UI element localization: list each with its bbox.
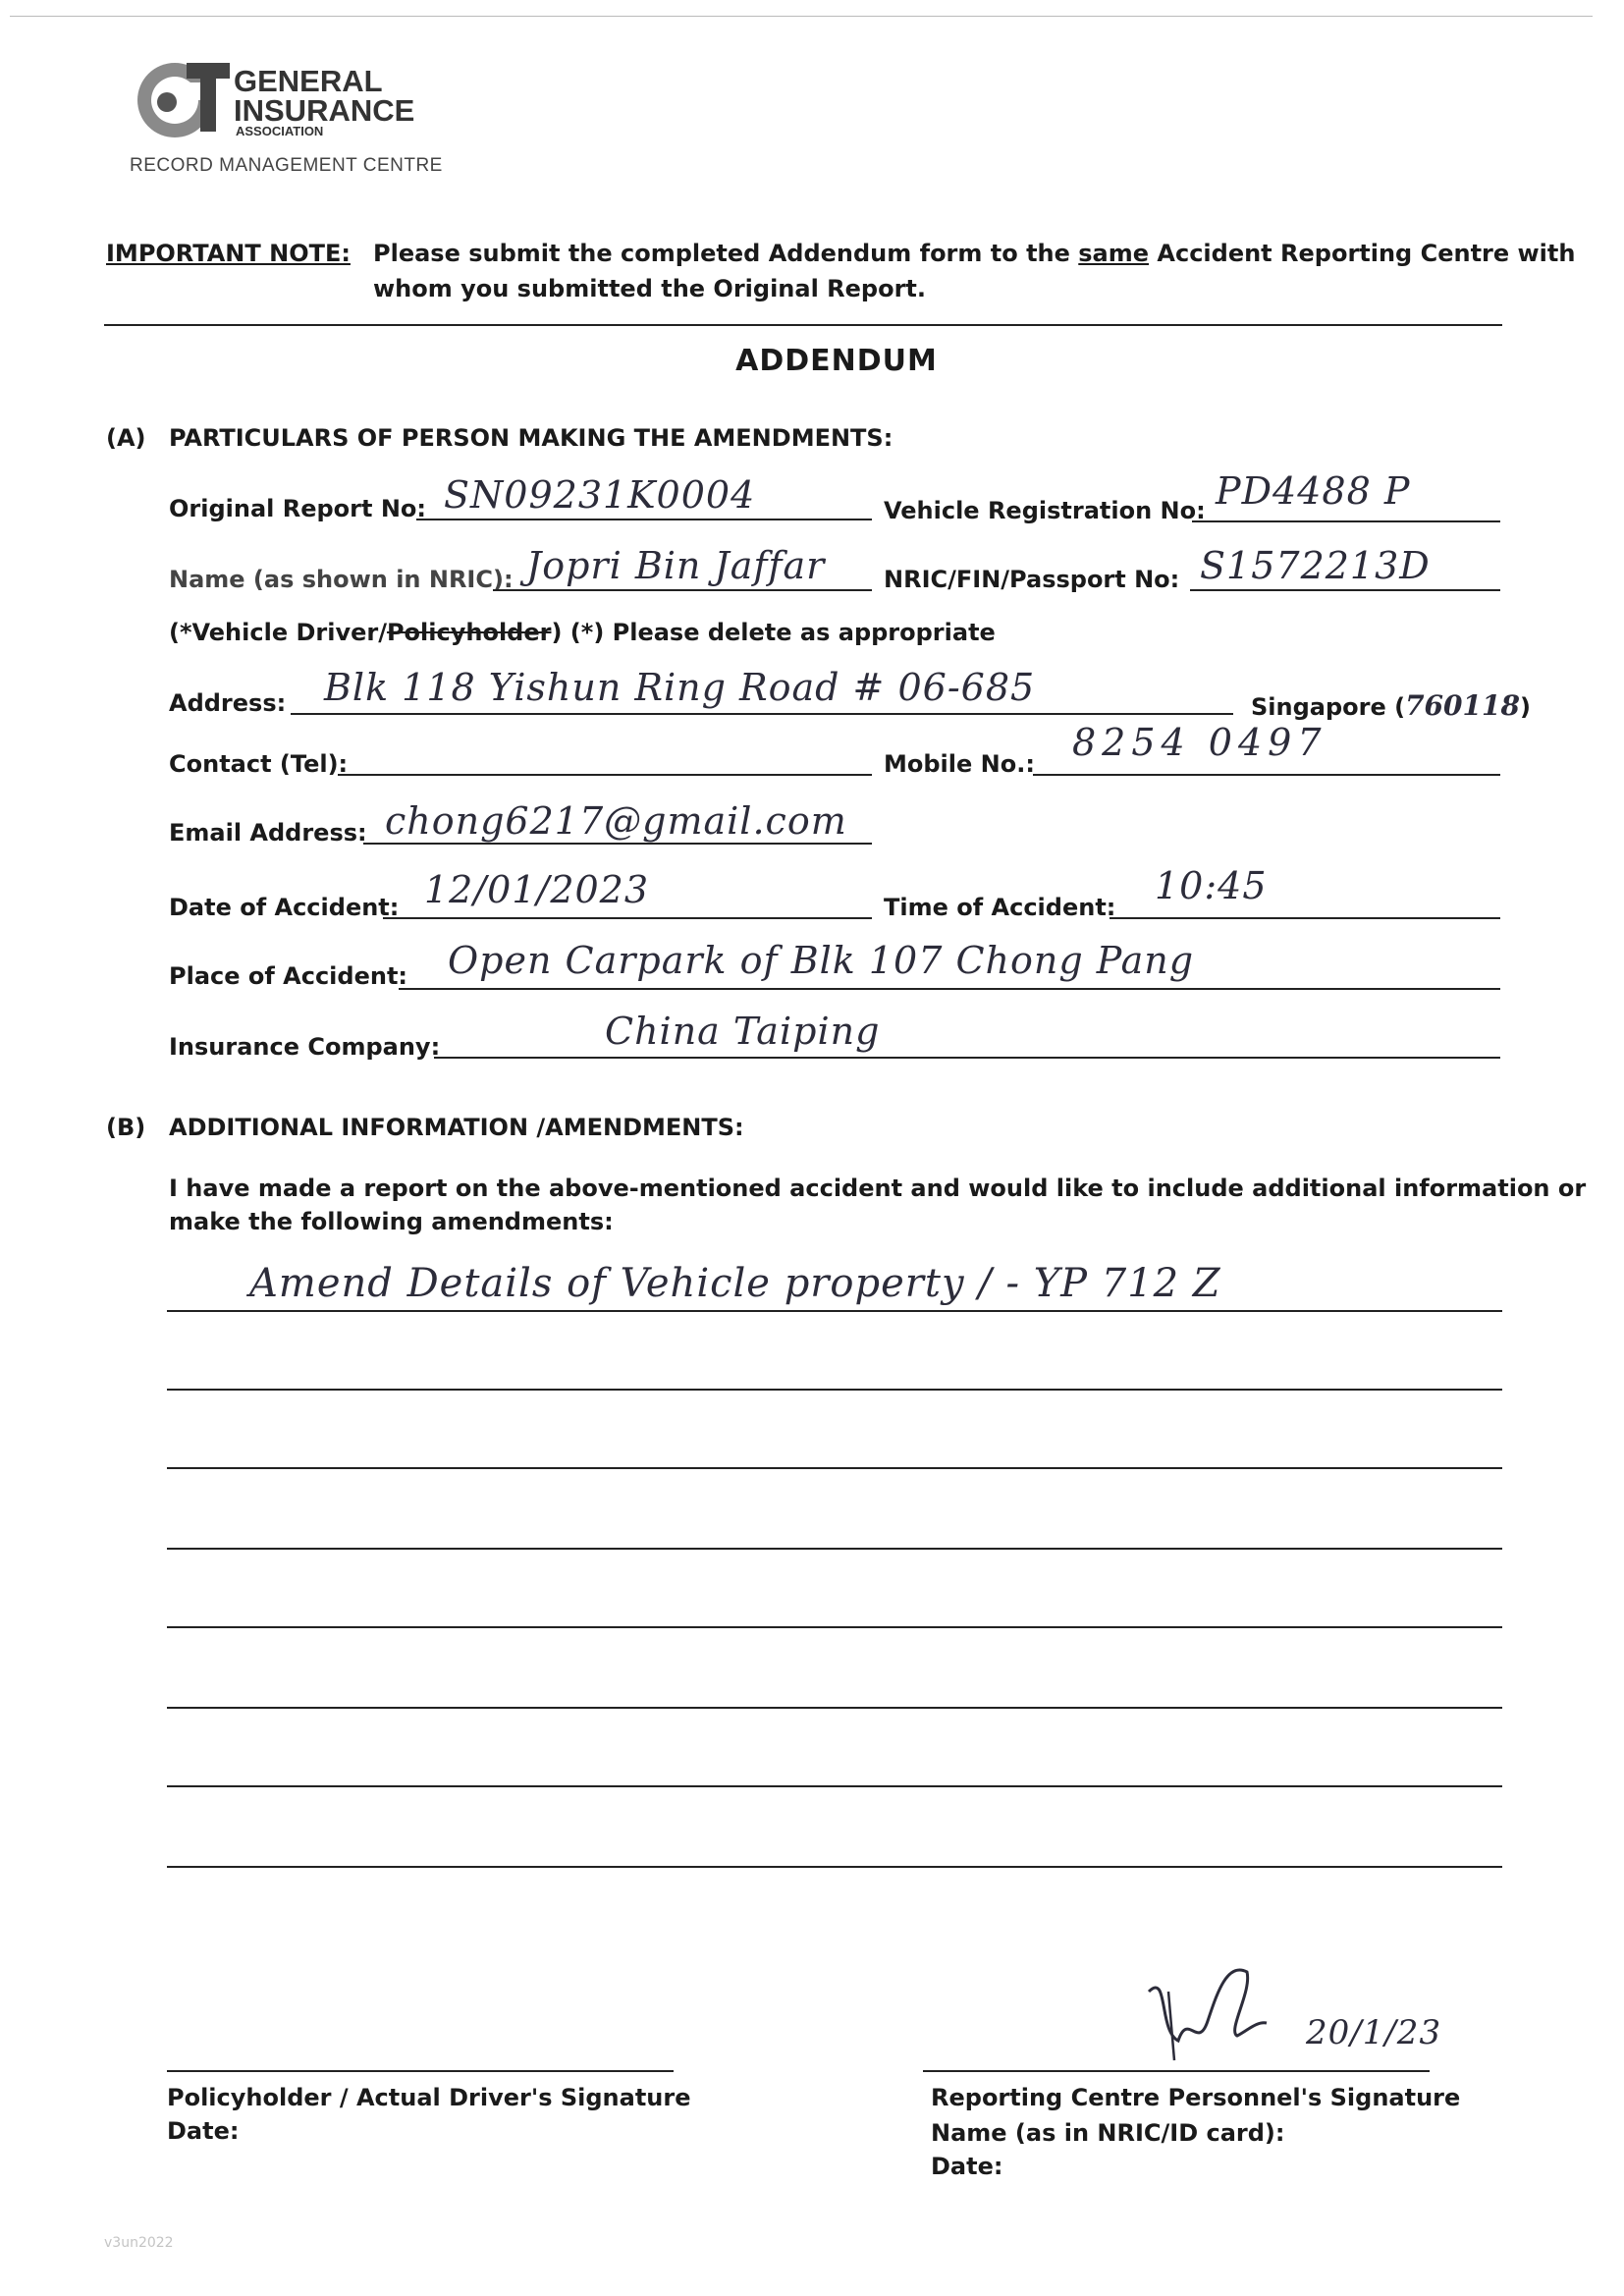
driver-signature-title: Policyholder / Actual Driver's Signature [167,2084,691,2111]
role-struck: Policyholder [386,619,552,646]
mobile-value[interactable]: 8254 0497 [1072,721,1327,764]
gia-logo [130,57,444,165]
role-line [169,619,996,646]
important-note-text [373,240,1575,267]
section-b-intro-line2: make the following amendments: [169,1208,614,1235]
time-of-accident-value[interactable]: 10:45 [1155,864,1268,907]
email-label: Email Address: [169,819,367,847]
date-of-accident-line [383,917,872,919]
amendment-line-4[interactable] [167,1548,1502,1550]
singapore-label: Singapore ( [1251,693,1406,721]
note-text-before: Please submit the completed Addendum form to the [373,240,1079,267]
note-text-after: Accident Reporting Centre with [1149,240,1576,267]
nric-label: NRIC/FIN/Passport No: [884,566,1180,593]
personnel-signature-title: Reporting Centre Personnel's Signature [931,2084,1461,2111]
place-of-accident-line [399,988,1500,990]
personnel-signature-mark [1129,1952,1286,2070]
date-of-accident-label: Date of Accident: [169,894,400,921]
email-value[interactable]: chong6217@gmail.com [385,799,847,843]
mobile-label: Mobile No.: [884,750,1035,778]
contact-label: Contact (Tel): [169,750,349,778]
amendment-line-7[interactable] [167,1785,1502,1787]
name-line [493,589,872,591]
section-b-heading: ADDITIONAL INFORMATION /AMENDMENTS: [169,1114,744,1141]
contact-line[interactable] [338,774,872,776]
vehicle-reg-value[interactable]: PD4488 P [1216,469,1411,513]
place-of-accident-label: Place of Accident: [169,962,408,990]
driver-signature-date-label: Date: [167,2117,240,2145]
section-a-marker: (A) [106,424,146,452]
personnel-signature-line[interactable] [923,2070,1430,2072]
driver-signature-line[interactable] [167,2070,674,2072]
amendment-line-8[interactable] [167,1866,1502,1868]
place-of-accident-value[interactable]: Open Carpark of Blk 107 Chong Pang [448,939,1195,982]
address-label: Address: [169,689,287,717]
role-prefix: (*Vehicle Driver/ [169,619,387,646]
name-label: Name (as shown in NRIC): [169,566,514,593]
personnel-sign-date: 20/1/23 [1306,2013,1442,2052]
section-b-intro-line1: I have made a report on the above-mentioned accident and would like to include additional information or [169,1175,1587,1202]
note-text-underlined: same [1078,240,1150,267]
role-suffix: ) (*) Please delete as appropriate [551,619,996,646]
amendment-line-5[interactable] [167,1626,1502,1628]
section-b-marker: (B) [106,1114,146,1141]
singapore-close: ) [1519,693,1531,721]
insurance-company-label: Insurance Company: [169,1033,441,1061]
logo-line-association: ASSOCIATION [236,124,324,138]
important-note-label: IMPORTANT NOTE: [106,240,351,267]
postal-value[interactable]: 760118 [1405,689,1520,722]
personnel-date-label: Date: [931,2153,1003,2180]
gia-emblem-icon [130,57,238,145]
amendment-line-6[interactable] [167,1707,1502,1709]
insurance-company-line [434,1057,1500,1059]
form-version: v3un2022 [104,2235,174,2251]
original-report-label: Original Report No: [169,495,426,522]
nric-line [1190,589,1500,591]
date-of-accident-value[interactable]: 12/01/2023 [424,868,650,911]
original-report-line [416,519,872,520]
address-line [291,713,1233,715]
mobile-line [1033,774,1500,776]
amendment-text[interactable]: Amend Details of Vehicle property / - YP 712 Z [249,1261,1221,1306]
logo-subtitle: RECORD MANAGEMENT CENTRE [130,155,443,176]
insurance-company-value[interactable]: China Taiping [605,1010,881,1053]
vehicle-reg-label: Vehicle Registration No: [884,497,1206,524]
personnel-name-label: Name (as in NRIC/ID card): [931,2119,1285,2147]
email-line [363,843,872,845]
amendment-line-1[interactable] [167,1310,1502,1312]
amendment-line-3[interactable] [167,1467,1502,1469]
name-value[interactable]: Jopri Bin Jaffar [526,544,826,587]
section-a-heading: PARTICULARS OF PERSON MAKING THE AMENDMENTS: [169,424,893,452]
time-of-accident-label: Time of Accident: [884,894,1116,921]
vehicle-reg-line [1192,520,1500,522]
nric-value[interactable]: S1572213D [1200,544,1431,587]
logo-line-general: GENERAL [234,64,383,98]
time-of-accident-line [1110,917,1500,919]
singapore-postal [1251,689,1531,722]
header-divider [104,324,1502,326]
amendment-line-2[interactable] [167,1389,1502,1391]
form-title: ADDENDUM [735,344,938,378]
logo-line-insurance: INSURANCE [234,93,415,128]
scan-top-edge [10,16,1593,17]
original-report-value[interactable]: SN09231K0004 [444,473,756,517]
important-note-line2: whom you submitted the Original Report. [373,275,927,302]
address-value[interactable]: Blk 118 Yishun Ring Road # 06-685 [324,666,1036,709]
